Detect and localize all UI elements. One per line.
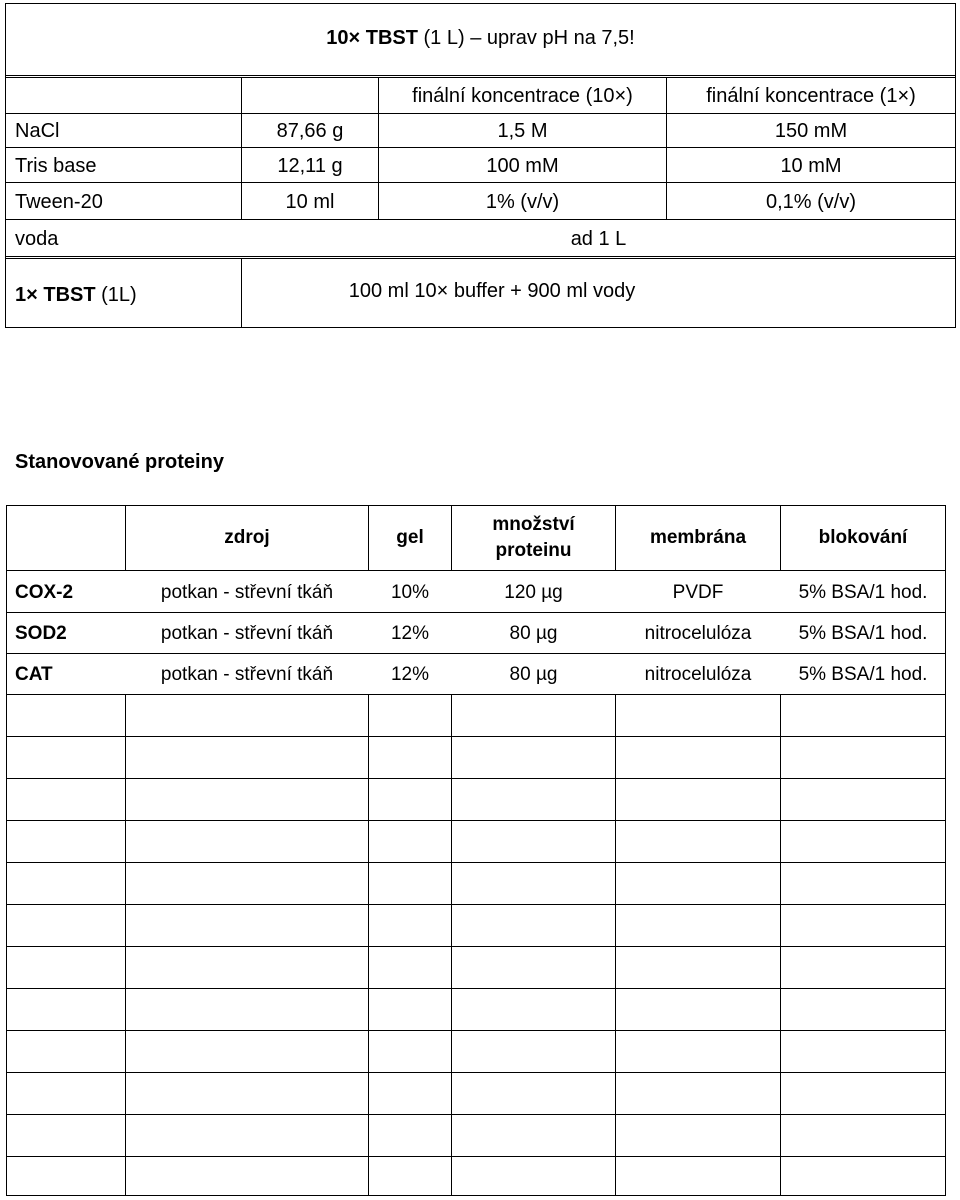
reagent-amount: 12,11 g <box>277 155 343 177</box>
reagent-name: Tween-20 <box>15 191 103 213</box>
rule <box>5 258 956 259</box>
protein-gel: 12% <box>390 623 430 644</box>
header-conc-1x: finální koncentrace (1×) <box>706 85 916 107</box>
protein-name: SOD2 <box>15 623 67 644</box>
protein-gel: 10% <box>390 582 430 603</box>
rule <box>945 505 946 1196</box>
rule <box>6 653 946 654</box>
rule <box>6 736 946 737</box>
rule <box>6 612 946 613</box>
water-value: ad 1 L <box>570 228 627 250</box>
rule <box>6 694 946 695</box>
rule <box>6 1195 946 1196</box>
protein-name: COX-2 <box>15 582 74 603</box>
header-gel: gel <box>396 527 424 548</box>
protein-amount: 80 µg <box>509 664 558 685</box>
protein-amount: 80 µg <box>509 623 558 644</box>
reagent-name: Tris base <box>15 155 97 177</box>
protein-source: potkan - střevní tkáň <box>160 623 334 644</box>
header-source: zdroj <box>224 527 270 548</box>
rule <box>615 694 616 1196</box>
recipe-title-bold: 10× TBST <box>326 27 418 49</box>
rule <box>6 1156 946 1157</box>
protein-name: CAT <box>15 664 53 685</box>
water-label: voda <box>15 228 59 250</box>
protein-membrane: nitrocelulóza <box>644 664 752 685</box>
rule <box>5 147 956 148</box>
rule <box>6 1030 946 1031</box>
reagent-amount: 87,66 g <box>276 120 344 142</box>
protein-blocking: 5% BSA/1 hod. <box>798 582 928 603</box>
rule <box>6 904 946 905</box>
dilution-value: 100 ml 10× buffer + 900 ml vody <box>348 280 636 302</box>
header-amount-line2: proteinu <box>495 540 572 561</box>
recipe-title <box>6 27 955 49</box>
header-membrane: membrána <box>649 527 747 548</box>
rule <box>6 862 946 863</box>
section-title: Stanovované proteiny <box>15 451 224 473</box>
rule <box>6 1114 946 1115</box>
reagent-conc-10x: 1,5 M <box>497 120 548 142</box>
rule <box>6 570 946 571</box>
protein-membrane: PVDF <box>672 582 724 603</box>
rule <box>955 3 956 328</box>
dilution-label <box>15 284 137 306</box>
reagent-name: NaCl <box>15 120 60 142</box>
header-blocking: blokování <box>818 527 908 548</box>
rule <box>5 256 956 257</box>
rule <box>6 505 7 1196</box>
protein-source: potkan - střevní tkáň <box>160 582 334 603</box>
header-conc-10x: finální koncentrace (10×) <box>412 85 633 107</box>
protein-gel: 12% <box>390 664 430 685</box>
rule <box>6 820 946 821</box>
rule <box>5 77 956 78</box>
reagent-conc-10x: 100 mM <box>486 155 559 177</box>
rule <box>451 694 452 1196</box>
dilution-label-bold: 1× TBST <box>15 284 96 306</box>
protein-source: potkan - střevní tkáň <box>160 664 334 685</box>
rule <box>368 694 369 1196</box>
rule <box>6 1072 946 1073</box>
header-amount-line1: množství <box>492 514 575 535</box>
reagent-conc-10x: 1% (v/v) <box>485 191 560 213</box>
rule <box>6 988 946 989</box>
reagent-conc-1x: 10 mM <box>780 155 842 177</box>
protein-amount: 120 µg <box>504 582 563 603</box>
reagent-conc-1x: 150 mM <box>774 120 848 142</box>
recipe-title-rest: (1 L) – uprav pH na 7,5! <box>417 27 635 49</box>
rule <box>5 219 956 220</box>
rule <box>6 778 946 779</box>
protein-blocking: 5% BSA/1 hod. <box>798 623 928 644</box>
rule <box>125 694 126 1196</box>
rule <box>5 182 956 183</box>
dilution-label-rest: (1L) <box>95 284 137 306</box>
rule <box>780 694 781 1196</box>
rule <box>5 3 6 328</box>
reagent-conc-1x: 0,1% (v/v) <box>765 191 857 213</box>
rule <box>6 946 946 947</box>
rule <box>5 3 956 4</box>
rule <box>6 505 946 506</box>
reagent-amount: 10 ml <box>285 191 335 213</box>
protein-blocking: 5% BSA/1 hod. <box>798 664 928 685</box>
rule <box>5 113 956 114</box>
protein-membrane: nitrocelulóza <box>644 623 752 644</box>
rule <box>5 75 956 76</box>
rule <box>5 327 956 328</box>
